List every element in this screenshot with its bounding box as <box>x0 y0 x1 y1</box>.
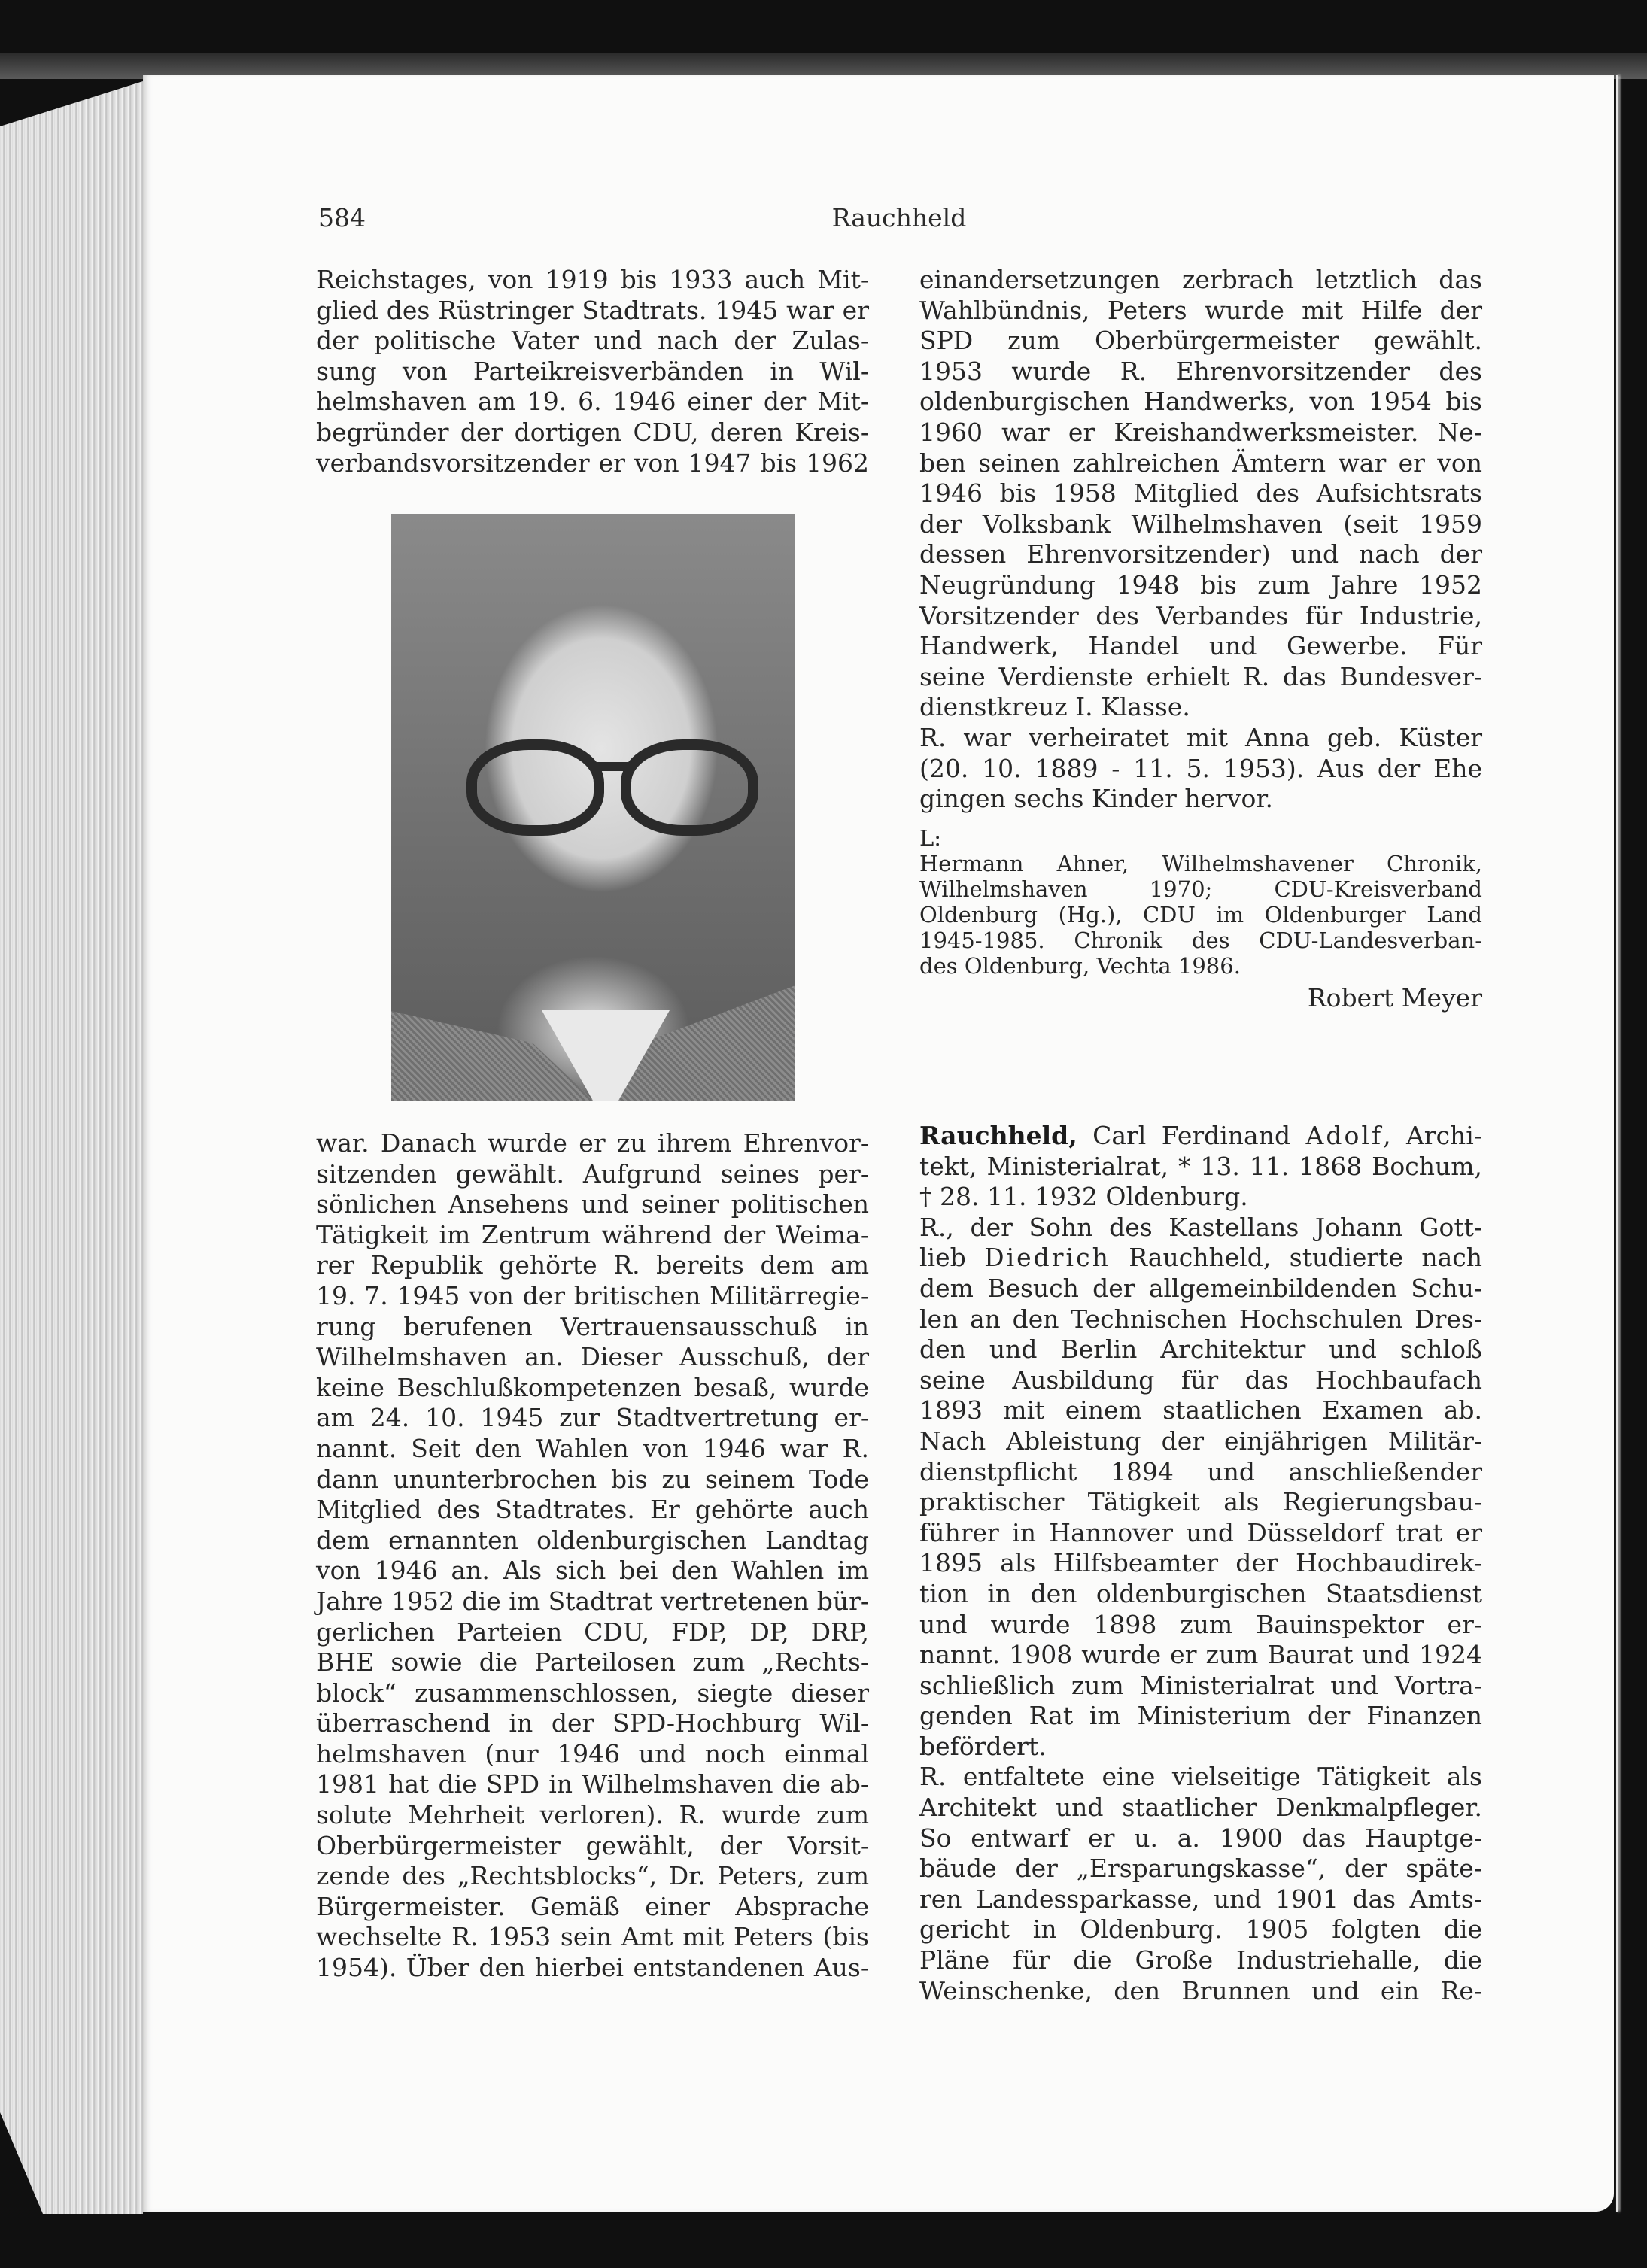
text-line: überraschend in der SPD-Hochburg Wil- <box>316 1708 869 1738</box>
entry-forenames: Carl Ferdinand <box>1077 1121 1306 1150</box>
text-line: R. war verheiratet mit Anna geb. Küster <box>919 722 1482 752</box>
text-line: solute Mehrheit verloren). R. wurde zum <box>316 1800 869 1830</box>
text-line: zende des „Rechtsblocks“, Dr. Peters, zum <box>316 1861 869 1891</box>
text-line: 1960 war er Kreishandwerksmeister. Ne- <box>919 417 1482 447</box>
page-number: 584 <box>318 203 366 232</box>
text-line: Wilhelmshaven an. Dieser Ausschuß, der <box>316 1342 869 1372</box>
glasses-left-lens <box>466 739 604 836</box>
text-line: war. Danach wurde er zu ihrem Ehrenvor- <box>316 1128 869 1158</box>
text-line: dessen Ehrenvorsitzender) und nach der <box>919 539 1482 569</box>
text-line: und wurde 1898 zum Bauinspektor er- <box>919 1609 1482 1639</box>
text-line: sönlichen Ansehens und seiner politischen <box>316 1189 869 1219</box>
text-line: block“ zusammenschlossen, siegte dieser <box>316 1677 869 1708</box>
text-line: Pläne für die Große Industriehalle, die <box>919 1945 1482 1975</box>
text-line: begründer der dortigen CDU, deren Kreis- <box>316 417 869 447</box>
left-column-bottom <box>316 1128 869 1984</box>
text-line: helmshaven (nur 1946 und noch einmal <box>316 1738 869 1769</box>
text-line: 19. 7. 1945 von der britischen Militärregie- <box>316 1280 869 1310</box>
text-line: sitzenden gewählt. Aufgrund seines per- <box>316 1158 869 1189</box>
text-line: SPD zum Oberbürgermeister gewählt. <box>919 326 1482 356</box>
literature-list <box>919 851 1482 979</box>
text-line: nannt. 1908 wurde er zum Baurat und 1924 <box>919 1640 1482 1670</box>
text-line: ben seinen zahlreichen Ämtern war er von <box>919 448 1482 478</box>
text-line: (20. 10. 1889 - 11. 5. 1953). Aus der Ehe <box>919 753 1482 783</box>
text-line: Reichstages, von 1919 bis 1933 auch Mit- <box>316 265 869 294</box>
text-line: am 24. 10. 1945 zur Stadtvertretung er- <box>316 1403 869 1433</box>
page-fold-shadow <box>1616 75 1618 2212</box>
father-callname: Diedrich <box>984 1243 1111 1273</box>
text-line: Wilhelmshaven 1970; CDU-Kreisverband <box>919 876 1482 902</box>
text-line: den und Berlin Architektur und schloß <box>919 1334 1482 1365</box>
text-line: Oldenburg (Hg.), CDU im Oldenburger Land <box>919 901 1482 928</box>
text-line: Bürgermeister. Gemäß einer Absprache <box>316 1891 869 1921</box>
text-line: Oberbürgermeister gewählt, der Vorsit- <box>316 1830 869 1860</box>
text-line: bäude der „Ersparungskasse“, der späte- <box>919 1854 1482 1884</box>
right-column-top <box>919 265 1482 1013</box>
text-line: Neugründung 1948 bis zum Jahre 1952 <box>919 569 1482 600</box>
glasses-right-lens <box>621 739 758 836</box>
text-line: 1946 bis 1958 Mitglied des Aufsichtsrats <box>919 478 1482 509</box>
text-line: R., der Sohn des Kastellans Johann Gott- <box>919 1212 1482 1242</box>
text-line: seine Verdienste erhielt R. das Bundesver- <box>919 661 1482 691</box>
text-line: 1895 als Hilfsbeamter der Hochbaudirek- <box>919 1548 1482 1578</box>
text-line: wechselte R. 1953 sein Amt mit Peters (bis <box>316 1922 869 1952</box>
paragraph-biography <box>919 1274 1482 1762</box>
text-line: einandersetzungen zerbrach letztlich das <box>919 265 1482 294</box>
text-line: sung von Parteikreisverbänden in Wil- <box>316 356 869 386</box>
page-stack-edges <box>0 81 143 2214</box>
entry-heading-line: † 28. 11. 1932 Oldenburg. <box>919 1182 1248 1212</box>
text-line: BHE sowie die Parteilosen zum „Rechts- <box>316 1647 869 1677</box>
text-line: nannt. Seit den Wahlen von 1946 war R. <box>316 1433 869 1463</box>
text-line: Architekt und staatlicher Denkmalpfleger. <box>919 1793 1482 1823</box>
text-fragment: lieb <box>919 1243 985 1273</box>
text-line: 1981 hat die SPD in Wilhelmshaven die ab- <box>316 1769 869 1799</box>
text-line: der politische Vater und nach der Zulas- <box>316 326 869 356</box>
paragraph-family <box>919 723 1482 815</box>
text-line: seine Ausbildung für das Hochbaufach <box>919 1365 1482 1395</box>
entry-lemma: Rauchheld, <box>919 1121 1077 1150</box>
text-line: keine Beschlußkompetenzen besaß, wurde <box>316 1372 869 1402</box>
text-line: oldenburgischen Handwerks, von 1954 bis <box>919 387 1482 417</box>
text-fragment: Rauchheld, studierte nach <box>1110 1243 1482 1273</box>
text-line: helmshaven am 19. 6. 1946 einer der Mit- <box>316 387 869 417</box>
text-line: Jahre 1952 die im Stadtrat vertretenen bür- <box>316 1586 869 1616</box>
text-line: glied des Rüstringer Stadtrats. 1945 war er <box>316 295 869 325</box>
entry-heading-line: tekt, Ministerialrat, * 13. 11. 1868 Bochum, <box>919 1151 1482 1181</box>
glasses-bridge <box>594 762 628 771</box>
text-line: führer in Hannover und Düsseldorf trat er <box>919 1517 1482 1547</box>
entry-heading-line <box>919 1121 1482 1152</box>
text-line: verbandsvorsitzender er von 1947 bis 1962 <box>316 448 869 478</box>
text-line: 1954). Über den hierbei entstandenen Aus- <box>316 1953 869 1983</box>
text-line: Hermann Ahner, Wilhelmshavener Chronik, <box>919 850 1482 876</box>
author-signature: Robert Meyer <box>1307 982 1482 1013</box>
text-line: Vorsitzender des Verbandes für Industrie, <box>919 600 1482 630</box>
text-line: des Oldenburg, Vechta 1986. <box>919 952 1241 979</box>
entry-profession: , Archi- <box>1383 1121 1483 1150</box>
text-line: Wahlbündnis, Peters wurde mit Hilfe der <box>919 295 1482 325</box>
text-line: Nach Ableistung der einjährigen Militär- <box>919 1425 1482 1456</box>
text-line: len an den Technischen Hochschulen Dres- <box>919 1304 1482 1334</box>
text-line: R. entfaltete eine vielseitige Tätigkeit als <box>919 1762 1482 1792</box>
text-line: ren Landessparkasse, und 1901 das Amts- <box>919 1884 1482 1914</box>
text-line: der Volksbank Wilhelmshaven (seit 1959 <box>919 509 1482 539</box>
text-line: So entwarf er u. a. 1900 das Hauptge- <box>919 1823 1482 1853</box>
entry-callname: Adolf <box>1305 1121 1384 1150</box>
text-line: dienstpflicht 1894 und anschließender <box>919 1456 1482 1486</box>
text-line: rung berufenen Vertrauensausschuß in <box>316 1311 869 1341</box>
entry-rauchheld-carl <box>919 1121 1482 2006</box>
text-line: Mitglied des Stadtrates. Er gehörte auch <box>316 1495 869 1525</box>
text-line: dem ernannten oldenburgischen Landtag <box>316 1525 869 1555</box>
text-line: 1953 wurde R. Ehrenvorsitzender des <box>919 356 1482 386</box>
text-line: 1945-1985. Chronik des CDU-Landesverban- <box>919 927 1482 953</box>
portrait-photo <box>391 514 795 1101</box>
left-column-top <box>316 265 869 478</box>
text-line: 1893 mit einem staatlichen Examen ab. <box>919 1395 1482 1425</box>
text-line: befördert. <box>919 1731 1047 1761</box>
text-line: dem Besuch der allgemeinbildenden Schu- <box>919 1273 1482 1303</box>
paragraph-works <box>919 1762 1482 2006</box>
text-line: praktischer Tätigkeit als Regierungsbau- <box>919 1487 1482 1517</box>
text-line: gingen sechs Kinder hervor. <box>919 784 1274 814</box>
text-line: rer Republik gehörte R. bereits dem am <box>316 1250 869 1280</box>
paragraph-offices <box>919 265 1482 723</box>
text-line: Handwerk, Handel und Gewerbe. Für <box>919 631 1482 661</box>
text-line: dienstkreuz I. Klasse. <box>919 692 1190 722</box>
literature-label: L: <box>919 824 942 851</box>
text-line: gerlichen Parteien CDU, FDP, DP, DRP, <box>316 1617 869 1647</box>
text-line: Tätigkeit im Zentrum während der Weima- <box>316 1219 869 1249</box>
text-line: dann ununterbrochen bis zu seinem Tode <box>316 1464 869 1494</box>
text-line: gericht in Oldenburg. 1905 folgten die <box>919 1914 1482 1945</box>
text-line: schließlich zum Ministerialrat und Vortra- <box>919 1670 1482 1700</box>
text-line <box>919 1243 1482 1274</box>
text-line: Weinschenke, den Brunnen und ein Re- <box>919 1975 1482 2005</box>
literature-section <box>919 825 1482 979</box>
text-line: tion in den oldenburgischen Staatsdienst <box>919 1578 1482 1608</box>
text-line: genden Rat im Ministerium der Finanzen <box>919 1701 1482 1731</box>
text-line: von 1946 an. Als sich bei den Wahlen im <box>316 1556 869 1586</box>
running-title: Rauchheld <box>831 203 967 232</box>
